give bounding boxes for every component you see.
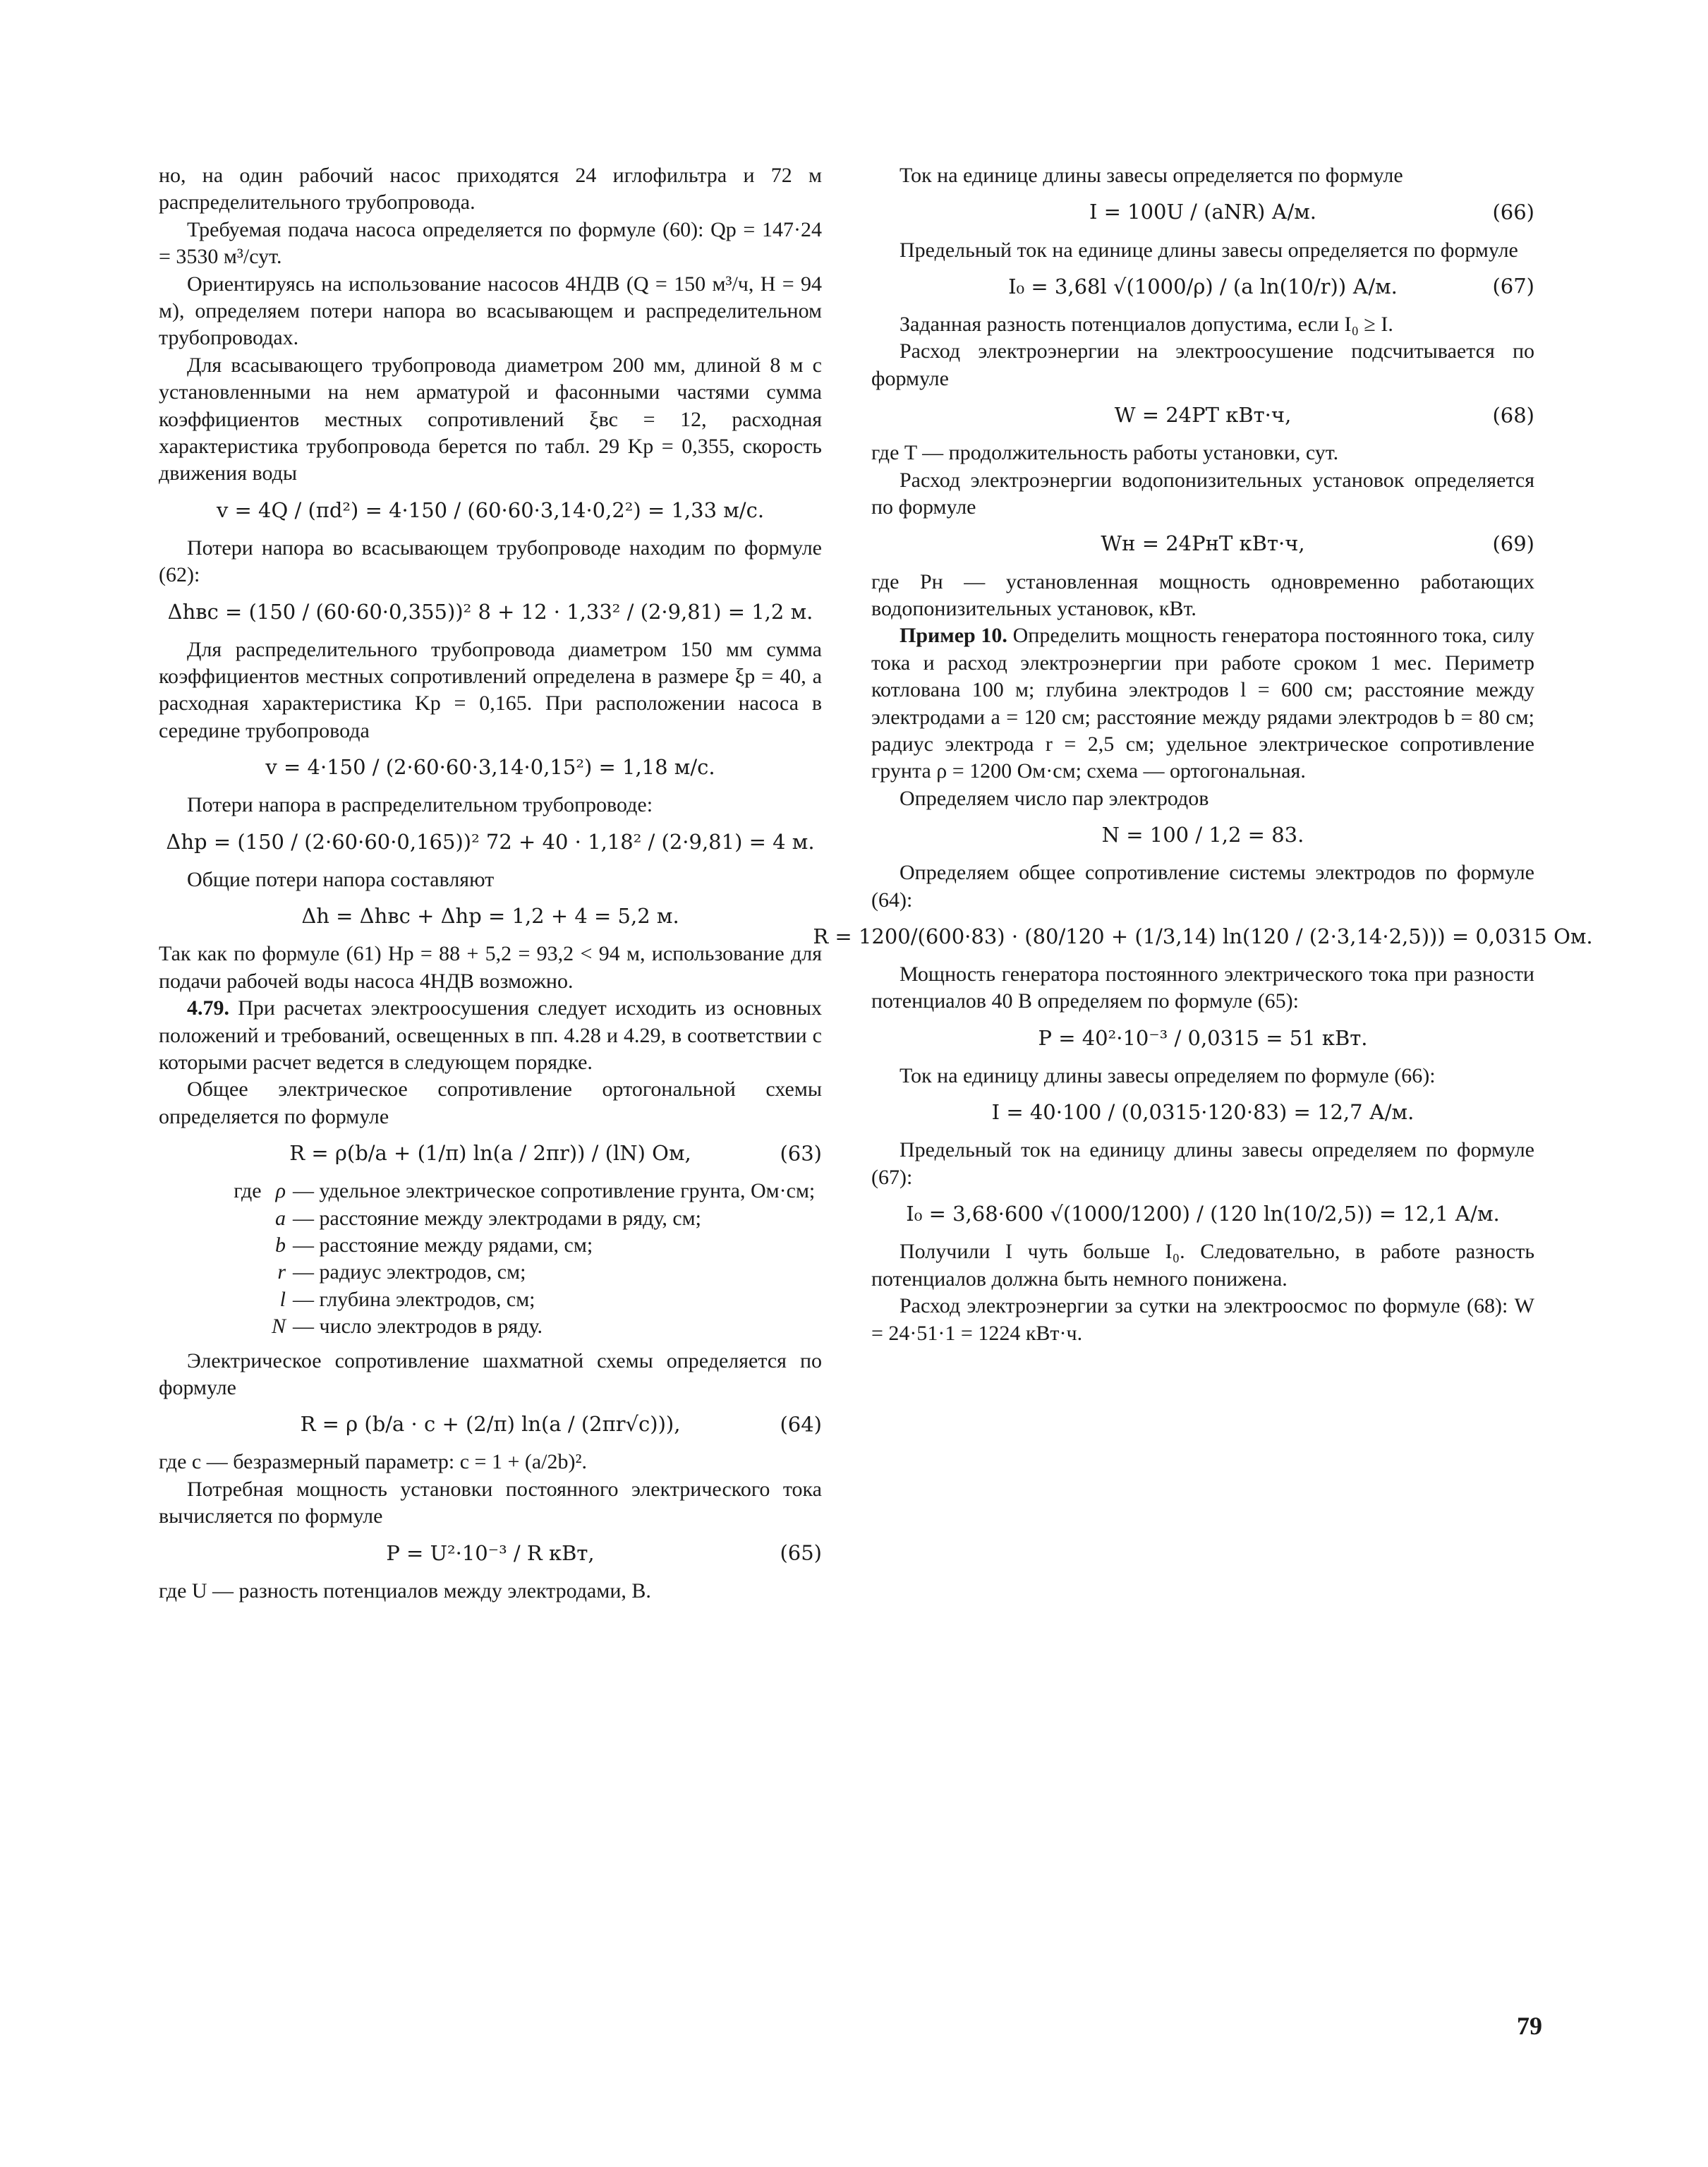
paragraph <box>159 995 822 1076</box>
formula <box>813 924 1593 950</box>
paragraph: Получили I чуть больше I₀. Следовательно, в работе разность потенциалов должна быть немного понижена. <box>871 1240 1534 1291</box>
paragraph: Расход электроэнергии водопонизительных установок определяется по формуле <box>871 468 1534 519</box>
formula-text: Δh = Δhвс + Δhр = 1,2 + 4 = 5,2 м. <box>301 904 679 929</box>
equation-number: (63) <box>780 1141 822 1166</box>
paragraph: Общие потери напора составляют <box>187 867 495 891</box>
formula <box>871 274 1534 300</box>
definition-item <box>159 1313 822 1340</box>
definition-item <box>159 1259 822 1286</box>
definition-intro: где <box>234 1179 262 1203</box>
paragraph: Так как по формуле (61) Hр = 88 + 5,2 = 93,2 < 94 м, использование для подачи рабочей воды насоса 4НДВ возможно. <box>159 942 822 993</box>
paragraph-text: При расчетах электроосушения следует исходить из основных положений и требований, освещенных в пп. 4.28 и 4.29, в соответствии с которыми расчет ведется в следующем порядке. <box>159 996 822 1074</box>
definition-symbol: r <box>277 1260 286 1284</box>
equation-number: (69) <box>1492 531 1534 556</box>
formula <box>159 599 822 625</box>
formula <box>871 1099 1534 1125</box>
paragraph: но, на один рабочий насос приходятся 24 иглофильтра и 72 м распределительного трубопровода. <box>159 164 822 215</box>
paragraph: где U — разность потенциалов между электродами, В. <box>159 1579 651 1602</box>
formula-text: N = 100 / 1,2 = 83. <box>1101 823 1304 847</box>
formula <box>159 1540 822 1567</box>
paragraph: Потери напора во всасывающем трубопроводе находим по формуле (62): <box>159 536 822 587</box>
paragraph: Расход электроэнергии на электроосушение подсчитывается по формуле <box>871 339 1534 390</box>
formula-text: P = 40²·10⁻³ / 0,0315 = 51 кВт. <box>1038 1025 1368 1050</box>
definition-item <box>159 1178 822 1205</box>
formula-text: R = 1200/(600·83) · (80/120 + (1/3,14) ln(120 / (2·3,14·2,5))) = 0,0315 Ом. <box>813 924 1593 948</box>
paragraph: Ток на единицу длины завесы определяем по формуле (66): <box>900 1063 1436 1087</box>
paragraph: где T — продолжительность работы установки, сут. <box>871 441 1339 465</box>
paragraph: Потребная мощность установки постоянного электрического тока вычисляется по формуле <box>159 1477 822 1528</box>
formula-text: R = ρ(b/a + (1/π) ln(a / 2πr)) / (lN) Ом, <box>289 1141 691 1166</box>
definition-text: — радиус электродов, см; <box>293 1260 526 1284</box>
formula-text: v = 4Q / (πd²) = 4·150 / (60·60·3,14·0,2²) = 1,33 м/с. <box>216 497 765 522</box>
definition-symbol: ρ <box>275 1179 286 1203</box>
paragraph: где Pн — установленная мощность одновременно работающих водопонизительных установок, кВт. <box>871 569 1534 620</box>
definition-item <box>159 1205 822 1232</box>
formula-text: I = 40·100 / (0,0315·120·83) = 12,7 А/м. <box>991 1100 1415 1125</box>
formula <box>159 497 822 524</box>
formula <box>871 822 1534 848</box>
equation-number: (65) <box>780 1540 822 1565</box>
formula-text: Δhр = (150 / (2·60·60·0,165))² 72 + 40 · 1,18² / (2·9,81) = 4 м. <box>166 829 815 854</box>
definition-symbol: N <box>271 1315 286 1339</box>
definition-symbol: b <box>275 1233 286 1257</box>
paragraph: Электрическое сопротивление шахматной схемы определяется по формуле <box>159 1348 822 1399</box>
definitions-list <box>159 1178 822 1340</box>
page-number: 79 <box>1517 2012 1542 2040</box>
equation-number: (64) <box>780 1412 822 1437</box>
formula-text: W = 24PT кВт·ч, <box>1114 403 1292 428</box>
formula-text: I₀ = 3,68·600 √(1000/1200) / (120 ln(10/2,5)) = 12,1 А/м. <box>906 1202 1500 1226</box>
formula-text: R = ρ (b/a · c + (2/π) ln(a / (2πr√c))), <box>300 1412 681 1437</box>
paragraph-text: Определить мощность генератора постоянного тока, силу тока и расход электроэнергии при работе сроком 1 мес. Периметр котлована 100 м; глубина электродов l = 600 см; расстояние между электродами a = 120 см; расстояние между рядами электродов b = 80 см; радиус электрода r = 2,5 см; удельное электрическое сопротивление грунта ρ = 1200 Ом·см; схема — ортогональная. <box>871 624 1534 783</box>
paragraph: Общее электрическое сопротивление ортогональной схемы определяется по формуле <box>159 1078 822 1128</box>
formula <box>159 903 822 929</box>
equation-number: (67) <box>1492 274 1534 298</box>
definition-symbol: a <box>275 1206 286 1230</box>
paragraph: Ток на единице длины завесы определяется по формуле <box>900 164 1403 187</box>
definition-item <box>159 1286 822 1313</box>
definition-text: — глубина электродов, см; <box>293 1287 535 1311</box>
formula <box>871 1025 1534 1051</box>
paragraph: Для всасывающего трубопровода диаметром 200 мм, длиной 8 м с установленными на нем арматурой и фасонными частями сумма коэффициентов местных сопротивлений ξвс = 12, расходная характеристика трубопровода берется по табл. 29 Kр = 0,355, скорость движения воды <box>159 353 822 485</box>
paragraph: Потери напора в распределительном трубопроводе: <box>187 793 653 817</box>
formula <box>871 199 1534 225</box>
formula-text: P = U²·10⁻³ / R кВт, <box>386 1540 595 1565</box>
paragraph: Ориентируясь на использование насосов 4НДВ (Q = 150 м³/ч, H = 94 м), определяем потери напора во всасывающем и распределительном трубопроводах. <box>159 272 822 350</box>
paragraph: Заданная разность потенциалов допустима, если I₀ ≥ I. <box>900 313 1393 336</box>
example-label: Пример 10. <box>900 624 1007 648</box>
formula <box>871 402 1534 428</box>
definition-text: — расстояние между электродами в ряду, см; <box>293 1206 701 1230</box>
definition-symbol: l <box>279 1287 286 1311</box>
paragraph: Предельный ток на единице длины завесы определяется по формуле <box>900 238 1518 262</box>
formula <box>871 1201 1534 1227</box>
formula-text: I = 100U / (aNR) А/м. <box>1089 200 1317 224</box>
formula-text: I₀ = 3,68l √(1000/ρ) / (a ln(10/r)) А/м. <box>1008 274 1398 298</box>
formula <box>159 1411 822 1437</box>
formula-text: Wн = 24PнT кВт·ч, <box>1101 531 1305 556</box>
paragraph: Расход электроэнергии за сутки на электроосмос по формуле (68): W = 24·51·1 = 1224 кВт·ч. <box>871 1294 1534 1345</box>
paragraph: Определяем общее сопротивление системы электродов по формуле (64): <box>871 861 1534 912</box>
formula <box>159 829 822 855</box>
paragraph: Для распределительного трубопровода диаметром 150 мм сумма коэффициентов местных сопротивлений определена в размере ξр = 40, а расходная характеристика Kр = 0,165. При расположении насоса в середине трубопровода <box>159 637 822 742</box>
equation-number: (68) <box>1492 403 1534 428</box>
paragraph <box>871 622 1534 785</box>
formula <box>871 531 1534 557</box>
paragraph: Определяем число пар электродов <box>900 786 1209 810</box>
formula <box>159 1140 822 1166</box>
right-column <box>813 162 1593 1347</box>
left-column <box>159 162 822 1605</box>
formula <box>159 754 822 780</box>
section-number: 4.79. <box>187 996 229 1020</box>
definition-item <box>159 1232 822 1259</box>
formula-text: v = 4·150 / (2·60·60·3,14·0,15²) = 1,18 м/с. <box>265 755 715 780</box>
formula-text: Δhвс = (150 / (60·60·0,355))² 8 + 12 · 1,33² / (2·9,81) = 1,2 м. <box>167 599 813 624</box>
definition-text: — расстояние между рядами, см; <box>293 1233 593 1257</box>
paragraph: Требуемая подача насоса определяется по формуле (60): Qр = 147·24 = 3530 м³/сут. <box>159 217 822 269</box>
equation-number: (66) <box>1492 200 1534 224</box>
paragraph: где c — безразмерный параметр: c = 1 + (a/2b)². <box>159 1450 587 1474</box>
paragraph: Предельный ток на единицу длины завесы определяем по формуле (67): <box>871 1138 1534 1189</box>
definition-text: — удельное электрическое сопротивление грунта, Ом·см; <box>293 1179 816 1203</box>
definition-text: — число электродов в ряду. <box>293 1315 543 1339</box>
paragraph: Мощность генератора постоянного электрического тока при разности потенциалов 40 В определяем по формуле (65): <box>871 962 1534 1013</box>
